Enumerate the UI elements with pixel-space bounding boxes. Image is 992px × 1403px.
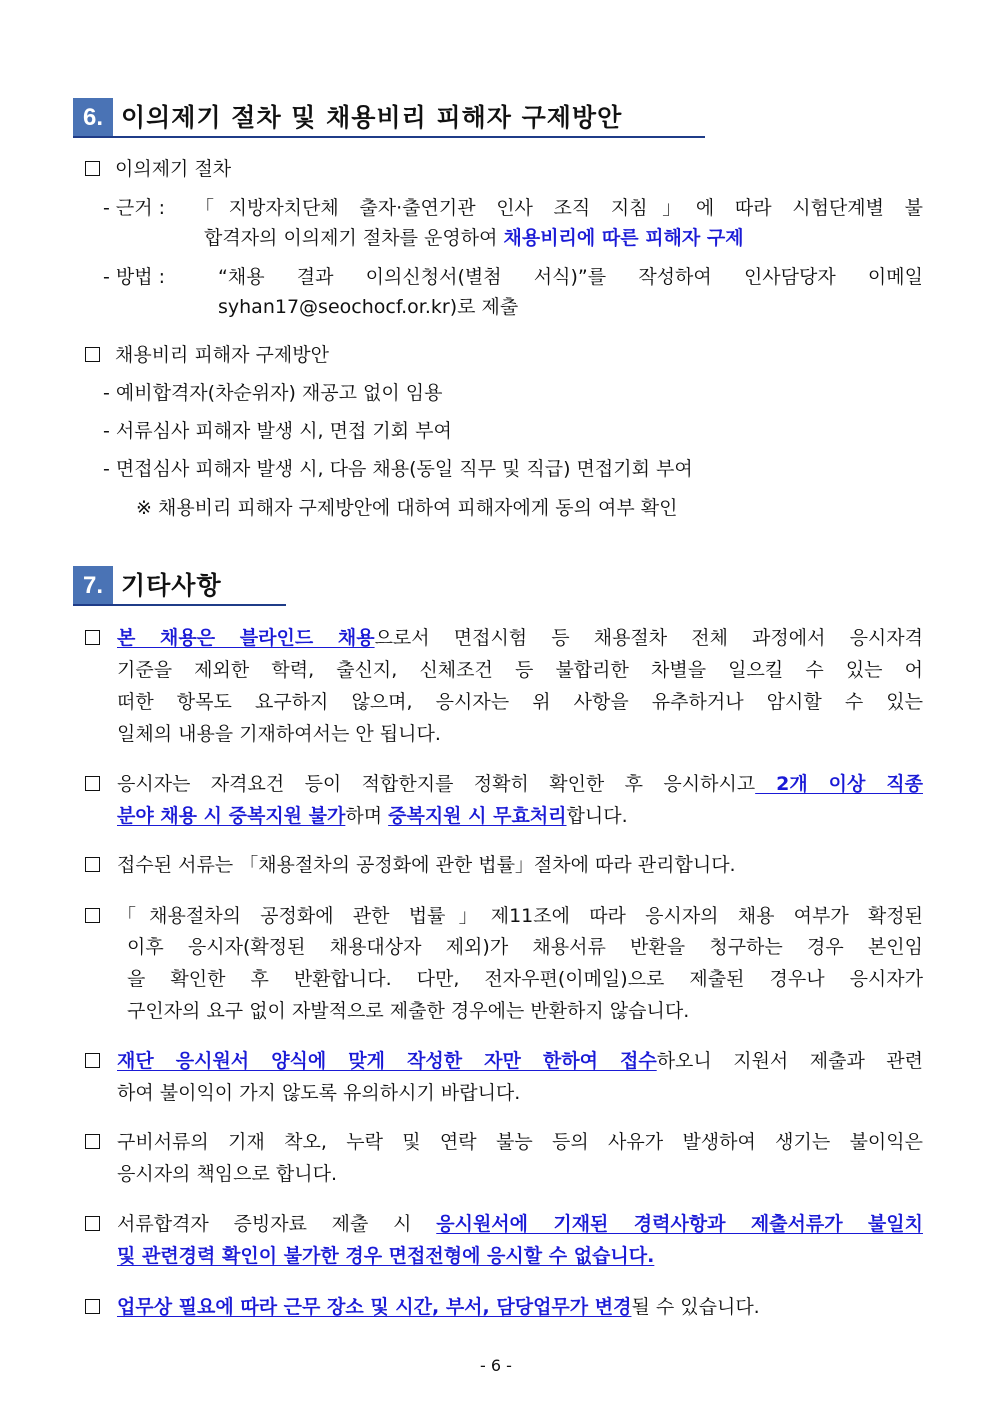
section-7-rule [73,604,286,606]
note: ※ 채용비리 피해자 구제방안에 대하여 피해자에게 동의 여부 확인 [136,497,678,519]
section-6-rule [73,136,705,138]
text: 서류합격자 증빙자료 제출 시 [117,1213,437,1235]
basis-label: - 근거 : [103,197,166,219]
page-number: - 6 - [480,1356,512,1375]
duplicate-highlight: 분야 채용 시 중복지원 불가 [117,805,346,827]
text: 응시자는 자격요건 등이 적합한지를 정확히 확인한 후 응시하시고 [117,773,756,795]
section-title: 이의제기 절차 및 채용비리 피해자 구제방안 [121,103,623,132]
basis-highlight: 채용비리에 따른 피해자 구제 [503,227,744,249]
checkbox-icon [85,630,100,645]
checkbox-icon [85,908,100,923]
checkbox-icon [85,1216,100,1231]
checkbox-icon [85,161,100,176]
section-number: 6. [73,98,113,138]
item-5-line-2: 하여 불이익이 가지 않도록 유의하시기 바랍니다. [117,1082,521,1104]
item-8 [117,1295,760,1319]
item-2-line-1 [117,772,923,796]
text: 으로서 면접시험 등 채용절차 전체 과정에서 응시자격 [374,627,923,649]
work-change-highlight: 업무상 필요에 따라 근무 장소 및 시간, 부서, 담당업무가 변경 [117,1296,632,1318]
text: 될 수 있습니다. [631,1296,760,1318]
item-4-line-2: 이후 응시자(확정된 채용대상자 제외)가 채용서류 반환을 청구하는 경우 본인임 [127,936,923,958]
item-1-line-4: 일체의 내용을 기재하여서는 안 됩니다. [117,723,441,745]
item-2-line-2 [117,804,628,828]
list-item: - 서류심사 피해자 발생 시, 면접 기회 부여 [103,420,452,442]
invalid-highlight: 중복지원 시 무효처리 [388,805,567,827]
item-1-line-2: 기준을 제외한 학력, 출신지, 신체조건 등 불합리한 차별을 일으킬 수 있는 어 [117,659,923,681]
item-4-line-3: 을 확인한 후 반환합니다. 다만, 전자우편(이메일)으로 제출된 경우나 응시자가 [127,968,923,990]
section-number: 7. [73,566,113,606]
checkbox-icon [85,857,100,872]
text: 합니다. [566,805,628,827]
text: 하오니 지원서 제출과 관련 [656,1050,923,1072]
basis-line-2 [204,226,744,250]
item-7-line-1 [117,1212,923,1236]
item-4-line-1: 「채용절차의 공정화에 관한 법률」제11조에 따라 응시자의 채용 여부가 확정된 [117,905,923,927]
section-6-heading [73,98,622,138]
basis-text: 합격자의 이의제기 절차를 운영하여 [204,227,504,249]
item-4-line-4: 구인자의 요구 없이 자발적으로 제출한 경우에는 반환하지 않습니다. [127,1000,690,1022]
item-1-line-3: 떠한 항목도 요구하지 않으며, 응시자는 위 사항을 유추하거나 암시할 수 있는 [117,691,923,713]
duplicate-highlight: 2개 이상 직종 [755,773,923,795]
application-form-highlight: 재단 응시원서 양식에 맞게 작성한 자만 한하여 접수 [117,1050,657,1072]
blind-hiring-highlight: 본 채용은 블라인드 채용 [117,627,375,649]
item-1-line-1 [117,626,923,650]
method-label: - 방법 : [103,266,166,288]
checkbox-icon [85,347,100,362]
list-item: - 예비합격자(차순위자) 재공고 없이 임용 [103,382,443,404]
checkbox-icon [85,1299,100,1314]
sub-heading: 이의제기 절차 [115,158,232,180]
basis-line-1: 「지방자치단체 출자·출연기관 인사 조직 지침」에 따라 시험단계별 불 [195,197,923,219]
checkbox-icon [85,776,100,791]
sub-heading: 채용비리 피해자 구제방안 [115,344,329,366]
method-line-1: “채용 결과 이의신청서(별첨 서식)”를 작성하여 인사담당자 이메일 [218,266,923,288]
checkbox-icon [85,1053,100,1068]
item-6-line-1: 구비서류의 기재 착오, 누락 및 연락 불능 등의 사유가 발생하여 생기는 불이익은 [117,1131,923,1153]
section-7-heading [73,566,222,606]
list-item: - 면접심사 피해자 발생 시, 다음 채용(동일 직무 및 직급) 면접기회 부여 [103,458,693,480]
career-highlight: 응시원서에 기재된 경력사항과 제출서류가 불일치 [436,1213,923,1235]
item-3: 접수된 서류는 「채용절차의 공정화에 관한 법률」절차에 따라 관리합니다. [117,854,736,876]
item-5-line-1 [117,1049,923,1073]
career-highlight: 및 관련경력 확인이 불가한 경우 면접전형에 응시할 수 없습니다. [117,1245,655,1267]
method-line-2: syhan17@seochocf.or.kr)로 제출 [218,296,519,318]
item-7-line-2 [117,1244,654,1268]
section-title: 기타사항 [121,571,222,600]
item-6-line-2: 응시자의 책임으로 합니다. [117,1163,338,1185]
text: 하며 [345,805,389,827]
checkbox-icon [85,1134,100,1149]
